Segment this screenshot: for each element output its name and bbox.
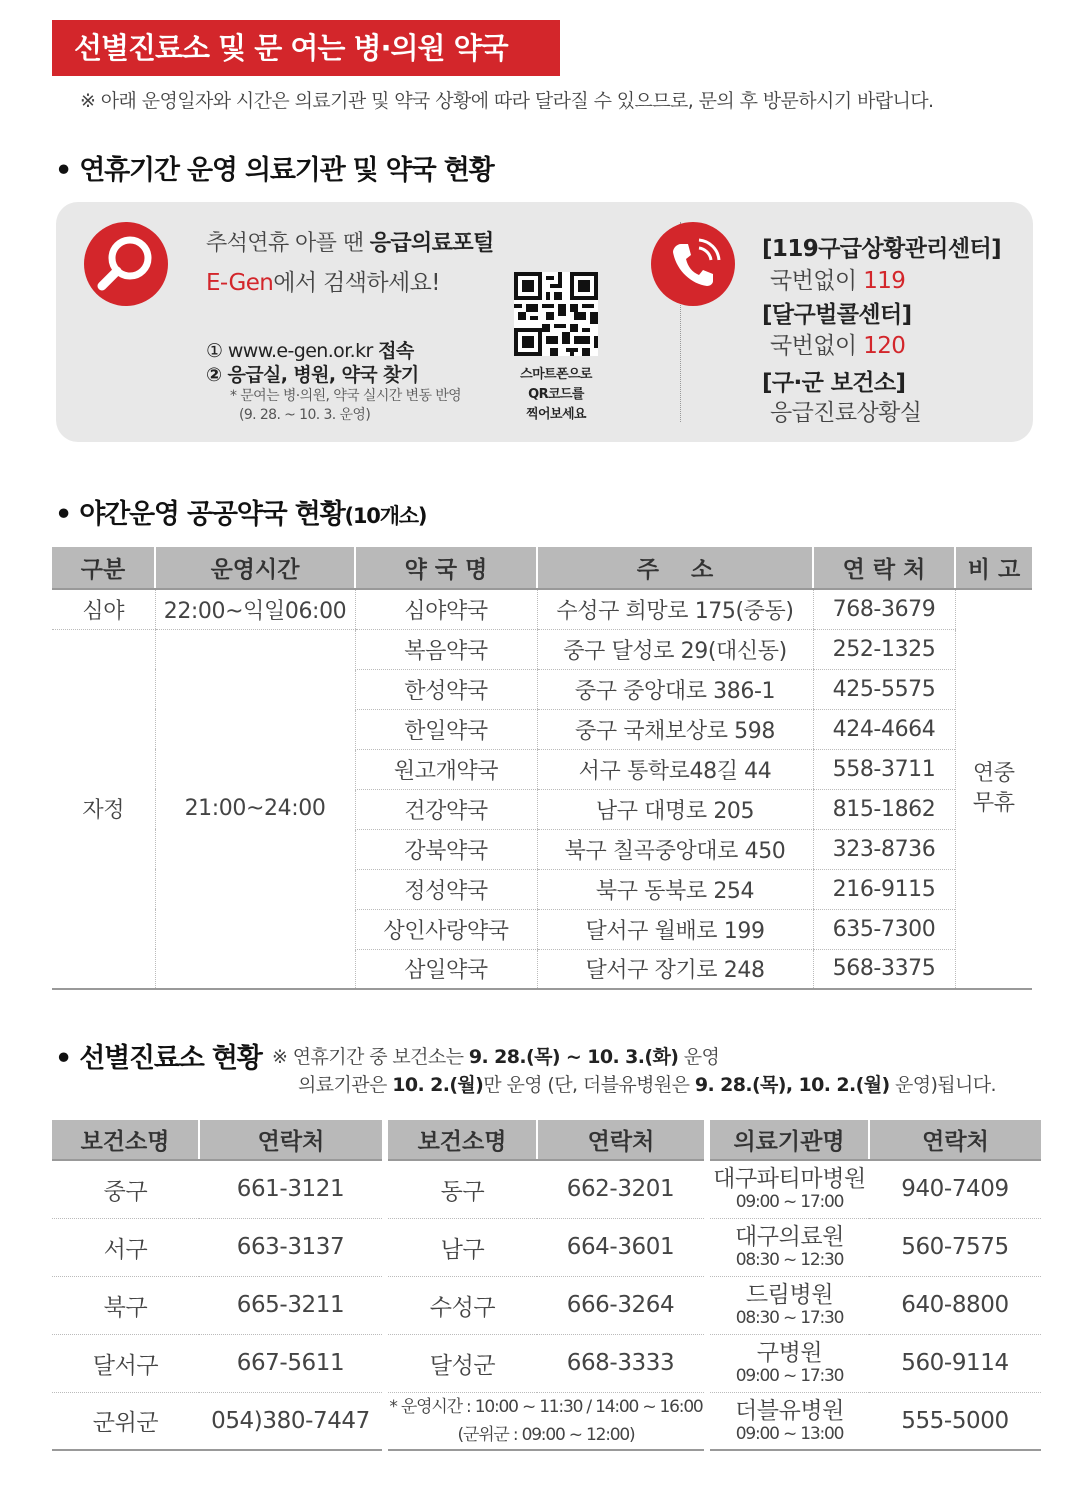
cell-center: 서구 bbox=[52, 1218, 199, 1276]
cell-hours: 22:00~익일06:00 bbox=[155, 589, 355, 629]
th-remark: 비 고 bbox=[955, 547, 1032, 589]
table-header bbox=[52, 1120, 1041, 1160]
th-center: 보건소명 bbox=[52, 1120, 199, 1160]
table-row bbox=[52, 1392, 1041, 1450]
cell-tel: 425-5575 bbox=[813, 669, 955, 709]
cell-institution: 드림병원 08:30 ~ 17:30 bbox=[707, 1276, 869, 1334]
call-120-link[interactable]: 120 bbox=[863, 333, 906, 359]
cell-name: 한성약국 bbox=[355, 669, 537, 709]
cell-name: 강북약국 bbox=[355, 829, 537, 869]
section2-heading: • 야간운영 공공약국 현황(10개소) bbox=[55, 499, 427, 530]
cell-tel: 662-3201 bbox=[537, 1160, 707, 1218]
page-title: 선별진료소 및 문 여는 병·의원 약국 bbox=[52, 20, 560, 76]
cell-name: 복음약국 bbox=[355, 629, 537, 669]
cell-tel: 560-9114 bbox=[869, 1334, 1041, 1392]
cell-center: 남구 bbox=[385, 1218, 537, 1276]
cell-institution: 더블유병원 09:00 ~ 13:00 bbox=[707, 1392, 869, 1450]
section3-heading: • 선별진료소 현황 bbox=[55, 1043, 262, 1074]
cell-address: 중구 국채보상로 598 bbox=[537, 709, 813, 749]
cell-tel: 664-3601 bbox=[537, 1218, 707, 1276]
center3-title: [구·군 보건소] bbox=[762, 370, 906, 396]
th-center: 보건소명 bbox=[385, 1120, 537, 1160]
portal-line1: 추석연휴 아플 땐 응급의료포털 bbox=[206, 231, 494, 256]
cell-hours: 21:00~24:00 bbox=[155, 629, 355, 989]
cell-name: 삼일약국 bbox=[355, 949, 537, 989]
table-header bbox=[52, 547, 1032, 589]
search-icon bbox=[84, 222, 168, 306]
cell-address: 서구 통학로48길 44 bbox=[537, 749, 813, 789]
cell-tel: 635-7300 bbox=[813, 909, 955, 949]
cell-tel: 940-7409 bbox=[869, 1160, 1041, 1218]
info-box bbox=[56, 202, 1033, 442]
cell-tel: 555-5000 bbox=[869, 1392, 1041, 1450]
cell-type: 자정 bbox=[52, 629, 155, 989]
table-row bbox=[52, 629, 1032, 669]
cell-center: 군위군 bbox=[52, 1392, 199, 1450]
cell-tel: 668-3333 bbox=[537, 1334, 707, 1392]
cell-address: 달서구 월배로 199 bbox=[537, 909, 813, 949]
cell-name: 건강약국 bbox=[355, 789, 537, 829]
cell-center: 달서구 bbox=[52, 1334, 199, 1392]
qr-caption: 스마트폰으로 QR코드를 찍어보세요 bbox=[520, 367, 592, 422]
th-hours: 운영시간 bbox=[155, 547, 355, 589]
selection-note-2: 의료기관은 10. 2.(월)만 운영 (단, 더블유병원은 9. 28.(목), 10. 2.(월) 운영)됩니다. bbox=[298, 1074, 996, 1096]
cell-tel: 558-3711 bbox=[813, 749, 955, 789]
selection-note-1: ※ 연휴기간 중 보건소는 9. 28.(목) ~ 10. 3.(화) 운영 bbox=[272, 1046, 720, 1068]
th-address: 주 소 bbox=[537, 547, 813, 589]
cell-tel: 667-5611 bbox=[199, 1334, 385, 1392]
cell-tel: 768-3679 bbox=[813, 589, 955, 629]
table-row bbox=[52, 1218, 1041, 1276]
notice-text: ※ 아래 운영일자와 시간은 의료기관 및 약국 상황에 따라 달라질 수 있으므로, 문의 후 방문하시기 바랍니다. bbox=[80, 90, 934, 112]
table-row bbox=[52, 1334, 1041, 1392]
cell-institution: 대구의료원 08:30 ~ 12:30 bbox=[707, 1218, 869, 1276]
center3-desc: 응급진료상황실 bbox=[770, 400, 922, 426]
cell-address: 수성구 희망로 175(중동) bbox=[537, 589, 813, 629]
cell-tel: 663-3137 bbox=[199, 1218, 385, 1276]
th-type: 구분 bbox=[52, 547, 155, 589]
cell-name: 정성약국 bbox=[355, 869, 537, 909]
cell-address: 달서구 장기로 248 bbox=[537, 949, 813, 989]
th-tel: 연 락 처 bbox=[813, 547, 955, 589]
th-name: 약 국 명 bbox=[355, 547, 537, 589]
cell-tel: 661-3121 bbox=[199, 1160, 385, 1218]
cell-center: 중구 bbox=[52, 1160, 199, 1218]
portal-line2: E-Gen에서 검색하세요! bbox=[206, 270, 440, 296]
cell-hours-note: * 운영시간 : 10:00 ~ 11:30 / 14:00 ~ 16:00 (군위군 : 09:00 ~ 12:00) bbox=[385, 1392, 707, 1450]
center2-title: [달구벌콜센터] bbox=[762, 302, 912, 328]
cell-address: 북구 동북로 254 bbox=[537, 869, 813, 909]
cell-tel: 665-3211 bbox=[199, 1276, 385, 1334]
cell-tel: 054)380-7447 bbox=[199, 1392, 385, 1450]
screening-clinic-table bbox=[52, 1120, 1041, 1451]
cell-name: 원고개약국 bbox=[355, 749, 537, 789]
table-row bbox=[52, 1276, 1041, 1334]
cell-center: 동구 bbox=[385, 1160, 537, 1218]
cell-address: 중구 중앙대로 386-1 bbox=[537, 669, 813, 709]
cell-remark: 연중 무휴 bbox=[955, 589, 1032, 989]
cell-tel: 323-8736 bbox=[813, 829, 955, 869]
table-row bbox=[52, 1160, 1041, 1218]
center2-number: 국번없이 120 bbox=[770, 333, 906, 359]
th-tel: 연락처 bbox=[199, 1120, 385, 1160]
cell-tel: 216-9115 bbox=[813, 869, 955, 909]
cell-name: 상인사랑약국 bbox=[355, 909, 537, 949]
th-institution: 의료기관명 bbox=[707, 1120, 869, 1160]
step-2: ② 응급실, 병원, 약국 찾기 bbox=[206, 364, 419, 386]
cell-institution: 구병원 09:00 ~ 17:30 bbox=[707, 1334, 869, 1392]
cell-center: 수성구 bbox=[385, 1276, 537, 1334]
cell-center: 북구 bbox=[52, 1276, 199, 1334]
footnote-1: * 문여는 병·의원, 약국 실시간 변동 반영 bbox=[230, 388, 462, 404]
cell-name: 한일약국 bbox=[355, 709, 537, 749]
th-tel: 연락처 bbox=[869, 1120, 1041, 1160]
cell-tel: 666-3264 bbox=[537, 1276, 707, 1334]
call-119-link[interactable]: 119 bbox=[863, 268, 906, 294]
cell-center: 달성군 bbox=[385, 1334, 537, 1392]
center1-title: [119구급상황관리센터] bbox=[762, 236, 1001, 262]
cell-address: 남구 대명로 205 bbox=[537, 789, 813, 829]
cell-institution: 대구파티마병원 09:00 ~ 17:00 bbox=[707, 1160, 869, 1218]
section1-heading: • 연휴기간 운영 의료기관 및 약국 현황 bbox=[55, 155, 494, 186]
cell-tel: 424-4664 bbox=[813, 709, 955, 749]
phone-icon bbox=[651, 222, 735, 306]
table-row bbox=[52, 589, 1032, 629]
qr-code[interactable] bbox=[514, 272, 598, 356]
cell-tel: 560-7575 bbox=[869, 1218, 1041, 1276]
cell-type: 심야 bbox=[52, 589, 155, 629]
cell-tel: 640-8800 bbox=[869, 1276, 1041, 1334]
cell-tel: 252-1325 bbox=[813, 629, 955, 669]
cell-address: 중구 달성로 29(대신동) bbox=[537, 629, 813, 669]
th-tel: 연락처 bbox=[537, 1120, 707, 1160]
cell-name: 심야약국 bbox=[355, 589, 537, 629]
step-1: ① www.e-gen.or.kr 접속 bbox=[206, 340, 414, 362]
center1-number: 국번없이 119 bbox=[770, 268, 906, 294]
night-pharmacy-table bbox=[52, 547, 1032, 990]
footnote-2: (9. 28. ~ 10. 3. 운영) bbox=[239, 407, 371, 423]
cell-tel: 568-3375 bbox=[813, 949, 955, 989]
cell-address: 북구 칠곡중앙대로 450 bbox=[537, 829, 813, 869]
egen-link[interactable]: E-Gen bbox=[206, 270, 274, 296]
cell-tel: 815-1862 bbox=[813, 789, 955, 829]
